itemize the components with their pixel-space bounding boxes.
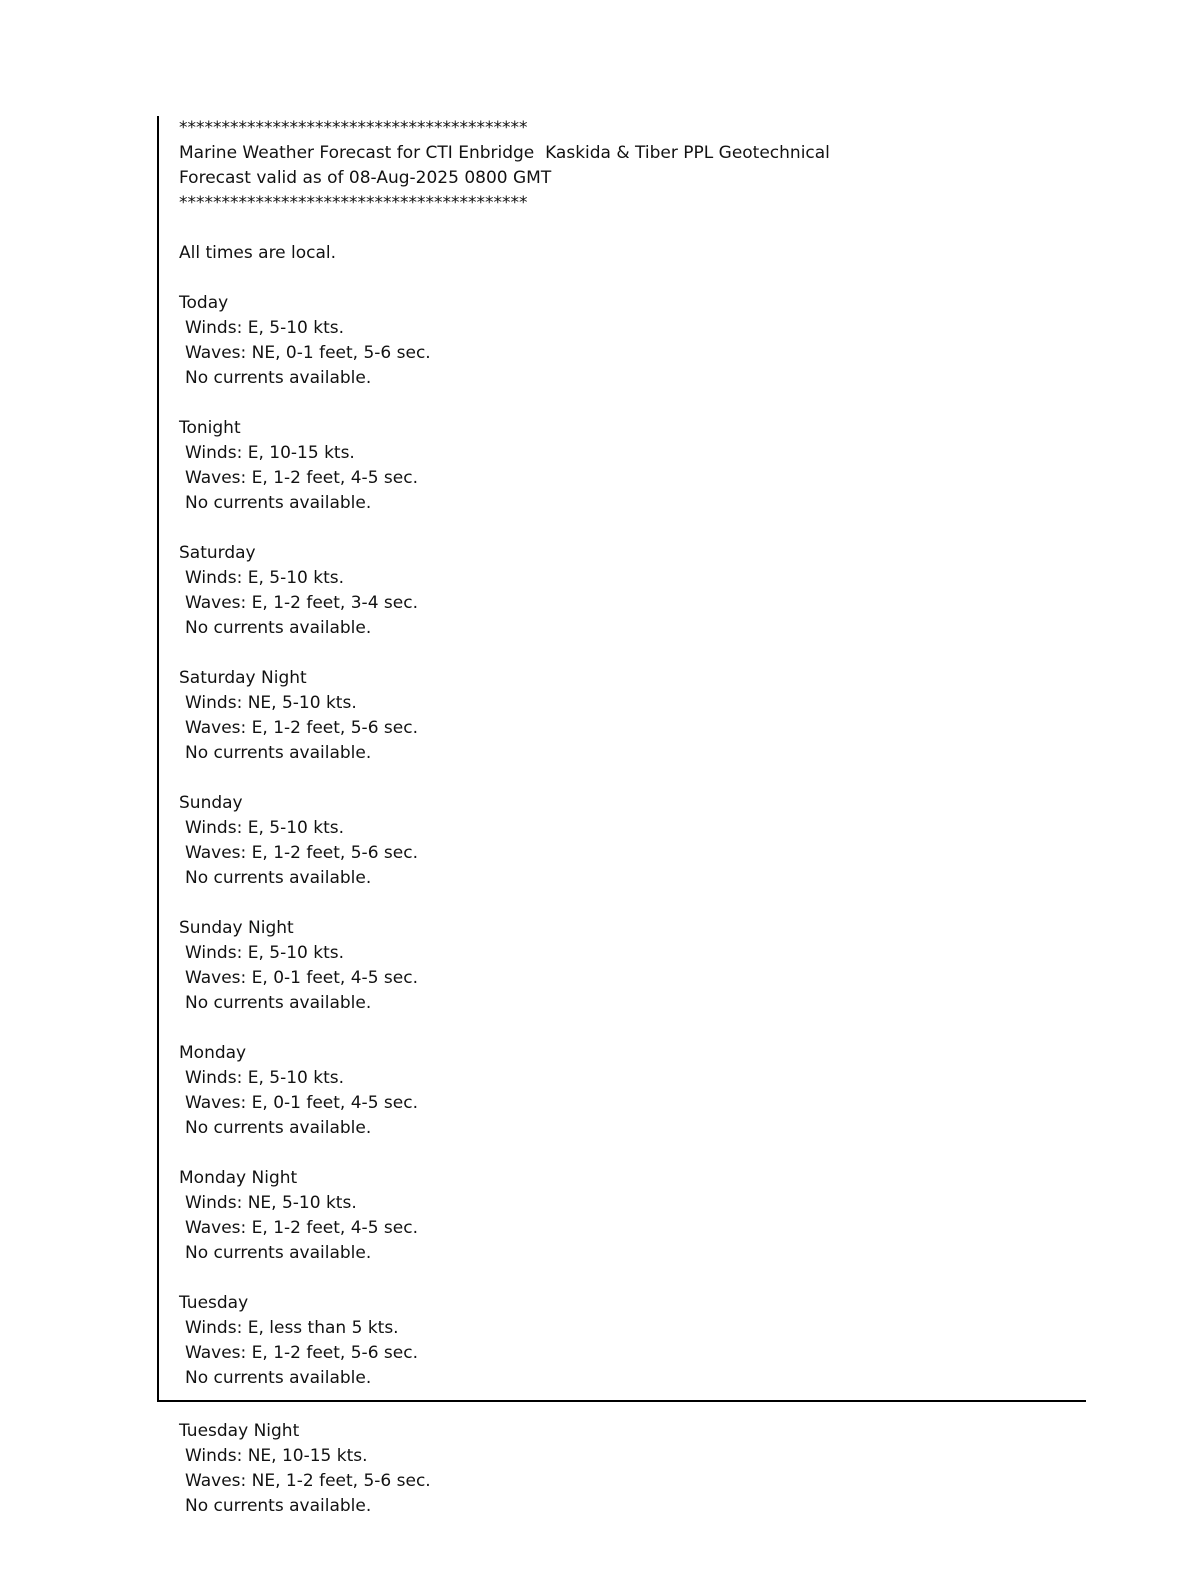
section-waves: Waves: E, 1-2 feet, 5-6 sec. — [185, 718, 418, 738]
section-waves: Waves: E, 1-2 feet, 4-5 sec. — [185, 468, 418, 488]
section-currents: No currents available. — [185, 493, 372, 513]
section-waves: Waves: E, 0-1 feet, 4-5 sec. — [185, 1093, 418, 1113]
forecast-bordered-box — [157, 116, 1086, 1402]
section-winds: Winds: NE, 5-10 kts. — [185, 693, 357, 713]
section-waves: Waves: E, 1-2 feet, 5-6 sec. — [185, 1343, 418, 1363]
section-waves: Waves: NE, 0-1 feet, 5-6 sec. — [185, 343, 431, 363]
section-winds: Winds: E, 5-10 kts. — [185, 1068, 345, 1088]
forecast-section-sunday — [179, 791, 1086, 891]
section-currents: No currents available. — [185, 743, 372, 763]
section-winds: Winds: NE, 10-15 kts. — [185, 1446, 368, 1466]
section-day-label: Tonight — [179, 418, 241, 438]
forecast-title: Marine Weather Forecast for CTI Enbridge Kaskida & Tiber PPL Geotechnical — [179, 143, 830, 163]
forecast-section-tuesday — [179, 1291, 1086, 1391]
forecast-section-monday — [179, 1041, 1086, 1141]
section-winds: Winds: NE, 5-10 kts. — [185, 1193, 357, 1213]
section-waves: Waves: E, 1-2 feet, 3-4 sec. — [185, 593, 418, 613]
section-day-label: Monday — [179, 1043, 247, 1063]
timezone-note: All times are local. — [179, 243, 337, 263]
section-day-label: Saturday Night — [179, 668, 307, 688]
section-waves: Waves: E, 1-2 feet, 4-5 sec. — [185, 1218, 418, 1238]
section-waves: Waves: E, 1-2 feet, 5-6 sec. — [185, 843, 418, 863]
section-currents: No currents available. — [185, 1243, 372, 1263]
section-winds: Winds: E, less than 5 kts. — [185, 1318, 399, 1338]
section-day-label: Saturday — [179, 543, 256, 563]
section-currents: No currents available. — [185, 1496, 372, 1516]
section-day-label: Tuesday — [179, 1293, 249, 1313]
separator-line-bottom: ***************************************** — [179, 193, 528, 213]
section-day-label: Sunday Night — [179, 918, 294, 938]
section-winds: Winds: E, 10-15 kts. — [185, 443, 355, 463]
section-currents: No currents available. — [185, 368, 372, 388]
section-currents: No currents available. — [185, 868, 372, 888]
separator-line-top: ***************************************** — [179, 118, 528, 138]
section-currents: No currents available. — [185, 1368, 372, 1388]
section-currents: No currents available. — [185, 993, 372, 1013]
section-waves: Waves: NE, 1-2 feet, 5-6 sec. — [185, 1471, 431, 1491]
section-winds: Winds: E, 5-10 kts. — [185, 568, 345, 588]
section-day-label: Today — [179, 293, 229, 313]
section-day-label: Sunday — [179, 793, 243, 813]
forecast-valid-line: Forecast valid as of 08-Aug-2025 0800 GMT — [179, 168, 552, 188]
forecast-section-sunday-night — [179, 916, 1086, 1016]
section-winds: Winds: E, 5-10 kts. — [185, 318, 345, 338]
forecast-section-tonight — [179, 416, 1086, 516]
forecast-section-tuesday-night — [157, 1419, 431, 1519]
forecast-section-saturday-night — [179, 666, 1086, 766]
forecast-section-monday-night — [179, 1166, 1086, 1266]
forecast-section-saturday — [179, 541, 1086, 641]
section-winds: Winds: E, 5-10 kts. — [185, 943, 345, 963]
section-day-label: Tuesday Night — [179, 1421, 300, 1441]
section-waves: Waves: E, 0-1 feet, 4-5 sec. — [185, 968, 418, 988]
section-currents: No currents available. — [185, 1118, 372, 1138]
section-currents: No currents available. — [185, 618, 372, 638]
section-winds: Winds: E, 5-10 kts. — [185, 818, 345, 838]
forecast-section-today — [179, 291, 1086, 391]
section-day-label: Monday Night — [179, 1168, 298, 1188]
